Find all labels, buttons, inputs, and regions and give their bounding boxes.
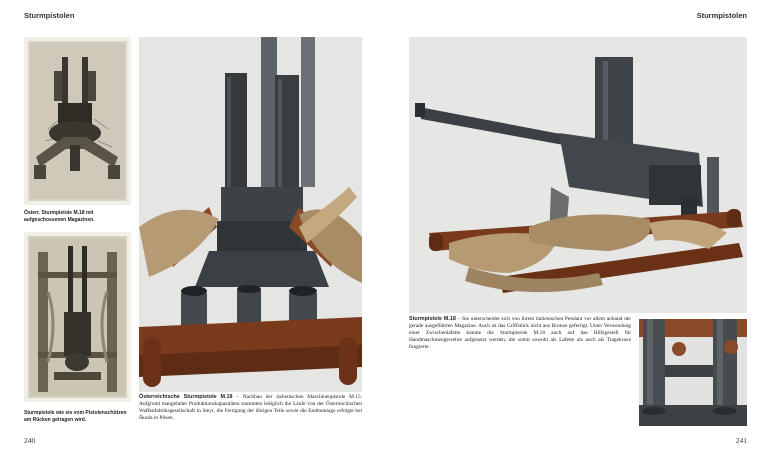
main-caption-right bbox=[409, 316, 631, 351]
main-caption-left-text: – Nachbau der italienischen Maschinenpistole M.15. Aufgrund mangelnder Produktionskapazitäten stammten lediglich die Läufe von der Österreichischen Waffenfabriksgesellschaft in Steyr, die Fertigung der übrigen Teile sowie die Endmontage erfolgte bei Škoda in Pilsen. bbox=[139, 394, 362, 421]
page-number-right: 241 bbox=[735, 436, 747, 445]
right-page bbox=[386, 0, 771, 457]
main-caption-right-lead: Sturmpistole M.18 bbox=[409, 316, 456, 322]
photo-m18-raised-magazines bbox=[24, 37, 131, 205]
running-head-right: Sturmpistolen bbox=[696, 11, 747, 20]
caption-bottom-photo: Sturmpistole wie sie vom Pistolenschützen am Rücken getragen wird. bbox=[24, 410, 127, 423]
photo-m18-front-view bbox=[139, 37, 362, 392]
page-number-left: 240 bbox=[24, 436, 36, 445]
photo-m18-side-view bbox=[409, 37, 747, 313]
main-caption-left-lead: Österreichische Sturmpistole M.18 bbox=[139, 394, 233, 400]
photo-m18-carried-on-back bbox=[24, 232, 131, 402]
left-page bbox=[0, 0, 385, 457]
main-caption-left bbox=[139, 394, 362, 422]
photo-m18-detail bbox=[639, 319, 747, 426]
caption-top-photo: Österr. Sturmpistole M.18 mit aufgeschossenen Magazinen. bbox=[24, 210, 95, 223]
main-caption-right-text: – Sie unterscheidet sich von ihrem italienischen Pendant vor allem anhand der gerade ausgeführten Magazine. Auch ist das Griffstück nicht aus Bronze gefertigt. Unter Verwendung einer Zwischenlafette konnte die Sturmpistole M.18 auch auf das Hilfsgestell für Handmaschinengewehre aufgesetzt werden, die somit sowohl als Lafette als auch als Tragekraxe fungierte. bbox=[409, 316, 631, 350]
running-head-left: Sturmpistolen bbox=[24, 11, 75, 20]
